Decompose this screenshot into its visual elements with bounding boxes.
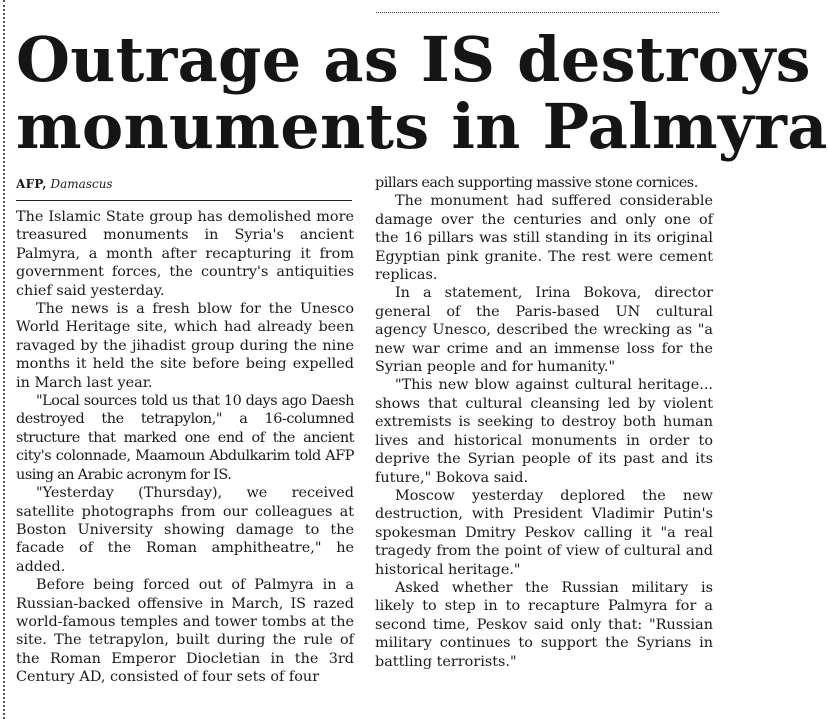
paragraph: The monument had suffered considerable damage over the centuries and only one of the 16 pillars was still standing in its original Egyptian pink granite. The rest were cement replicas. bbox=[375, 193, 713, 284]
article-headline bbox=[16, 23, 828, 163]
byline-agency: AFP, bbox=[16, 177, 47, 191]
article-column-1 bbox=[16, 208, 354, 687]
dotted-top-rule bbox=[376, 12, 719, 13]
byline-city: Damascus bbox=[50, 177, 113, 191]
paragraph: Moscow yesterday deplored the new destruction, with President Vladimir Putin's spokesman Dmitry Peskov calling it "a real tragedy from the point of view of cultural and historical heritage." bbox=[375, 487, 713, 578]
paragraph: Asked whether the Russian military is likely to step in to recapture Palmyra for a second time, Peskov said only that: "Russian military continues to support the Syrians in battling terrorists." bbox=[375, 579, 713, 670]
paragraph: pillars each supporting massive stone cornices. bbox=[375, 175, 698, 191]
paragraph: "Yesterday (Thursday), we received satellite photographs from our colleagues at Boston University showing damage to the facade of the Roman amphitheatre," he added. bbox=[16, 485, 354, 575]
byline bbox=[16, 176, 113, 192]
paragraph: "Local sources told us that 10 days ago Daesh destroyed the tetrapylon," a 16-columned structure that marked one end of the ancient city's colonnade, Maamoun Abdulkarim told AFP using an Arabic acronym for IS. bbox=[16, 393, 354, 483]
headline-line-2: monuments in Palmyra bbox=[16, 90, 828, 163]
article-column-2 bbox=[375, 174, 713, 671]
byline-divider bbox=[16, 200, 352, 201]
paragraph: The Islamic State group has demolished more treasured monuments in Syria's ancient Palmyra, a month after recapturing it from government forces, the country's antiquities chief said yesterday. bbox=[16, 209, 354, 299]
headline-line-1: Outrage as IS destroys bbox=[16, 23, 811, 96]
paragraph: In a statement, Irina Bokova, director general of the Paris-based UN cultural agency Unesco, described the wrecking as "a new war crime and an immense loss for the Syrian people and for humanity." bbox=[375, 285, 713, 376]
paragraph: "This new blow against cultural heritage... shows that cultural cleansing led by violent extremists is seeking to destroy both human lives and historical monuments in order to deprive the Syrian people of its past and its future," Bokova said. bbox=[375, 377, 713, 486]
dotted-margin-rule bbox=[3, 0, 5, 719]
paragraph: Before being forced out of Palmyra in a Russian-backed offensive in March, IS razed world-famous temples and tower tombs at the site. The tetrapylon, built during the rule of the Roman Emperor Diocletian in the 3rd Century AD, consisted of four sets of four bbox=[16, 577, 354, 686]
paragraph: The news is a fresh blow for the Unesco World Heritage site, which had already been ravaged by the jihadist group during the nine months it held the site before being expelled in March last year. bbox=[16, 301, 354, 391]
